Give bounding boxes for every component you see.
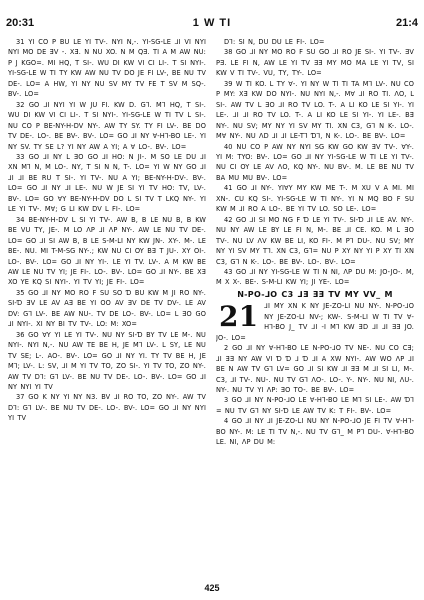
header-left-reference: 20:31	[6, 17, 35, 29]
verse-32: 32 GO ⅃I NYI YI W JU FI. KW D. G⅂. M⅂ HQ, T SI-. WU DI KW VI CI LI-. T SI NYI-. YI-SG-LE W TI TV L SI-. NU CO P BE-NY-H-DV NY-. AW TY SY. TY FI LV-. BE DO TV DE-. LO-. BE BV-. BV-. LO= GO ⅃I NY ∀-H⅂-BO LE-. YI NY SV. TY SE L? YI NY AW A YI; A ∀ LO-. BV-. LO=	[8, 100, 206, 151]
section-heading: N-PO-⅃O C3 ⅃Ǝ ƎƎ TV MY VV_ M	[237, 289, 393, 299]
right-text-column	[216, 37, 414, 582]
chapter-21-verse-3: 3 GO ⅃I NY N-PO-⅃O LE ∀-H⅂-BO LE M⅂ SI LE-. AW Ɗ⅂ = NU TV G⅂ NY SI-Ɗ LE AW TV K: T FI-. BV-. LO=	[216, 396, 414, 415]
running-header	[6, 17, 418, 33]
chapter-21-verse-1: ⅃I MY XN K NY JE-ZO-LI NU NY-. N-PO-⅃O NY JE-ZO-LI NV-; KW-. S-M-LI W TI TV ∀-H⅂-BO J_ TV ⅃I -I M⅂ KW ƎD ⅃I ⅃I ƎƎ JO. JO-. LO=	[216, 302, 414, 342]
verse-33: 33 GO ⅃I NY L ƎO GO ⅃I HO: N JI-. M SO LE DU ⅃I XN M⅂ N, M LO-. NY, T SI N N, T-. LO= YI W NY GO ⅃I ⅃I ⅃I BE RU T SI-. YI TV-. NU A YI; BE-NY-H-DV-. BV-. LO= GO ⅃I NY ⅃I LE-. NU W JE SI YI TV HO: TV, LV-. BV-. LO= GO ∀Y BE-NY-H-DV DO L SI TV T LKQ NY-. YI LE YI TV-. M∀; G LI KW DV L FI-. LO=	[8, 152, 206, 214]
header-book-title: 1 W TI	[192, 17, 232, 29]
page-number: 425	[204, 583, 220, 593]
verse-37: 37 GO K NY YI NY N3. BV ⅃I RO TO, ZO NY-. AW TV D⅂: G⅂ LV-. BE NU TV DE-. LO-. BV-. LO= GO ⅃I NY NYI YI TV	[8, 393, 206, 423]
verse-37-cont: D⅂: SI N, DU DU LE FI-. LO=	[224, 38, 325, 46]
verse-36: 36 GO ∀Y YI LE YI TV-. NU NY SI-Ɗ BY TV LE M-. NU NYI-. NYI N,-. NU AW TE BE H, JE M⅂ LV-. L SY, LE NU TV SE; L-. AO-. BV-. LO= GO ⅃I NY YI. TY TV BE H, JE M⅂; LV-. L: SV, ⅃I M YI TV TO, ZO SI-. YI TV TO, ZO NY-. AW TV D⅂: G⅂ LV-. BE NU TV DE-. LO-. BV-. LO= GO ⅃I NY NYI YI TV	[8, 330, 206, 391]
verse-38: 38 GO ⅃I NY MO RO F SU GO ⅃I RO JE SI-. YI TV-. ƎV PƎ. LE FI N, AW LE YI TV ƎƎ MY MO MA LE YI TV, SI KW V TI TV-. VU, TY, TY-. LO=	[216, 48, 414, 78]
header-right-reference: 21:4	[395, 17, 418, 29]
verse-40: 40 NU CO P AW NY NYI SG KW GO KW ƎV TV-. ∀Y-. YI M: TYO: BV-. LO= GO ⅃I NY YI-SG-LE W TI LE YI TV-. NU CI OY LE AV ɅO, KQ NY-. NU BV-. M. LE BE NU TV BA MU MU BV-. LO=	[216, 142, 414, 182]
verse-43: 43 GO ⅃I NY YI-SG-LE W TI N NI, ɅP DU M: JO-JO-. M, M X X-. BE-. S-M-LI KW YI; JI YE-. LO=	[216, 267, 414, 287]
verse-41: 41 GO ⅃I NY-. YI∀Y MY KW ME T-. M XU V A MI. MI XN-. CU KQ SI-. YI-SG-LE W TI NY-. YI N MQ BO F SU KW M ⅃I RO A LO-. BE YI TV LO. SO LE-. LO=	[216, 184, 414, 214]
left-text-column	[8, 37, 206, 582]
verse-42: 42 GO ⅃I SI MO NG F Ɗ LE YI TV-. SI-Ɗ ⅃I LE AV. NY-. NU NY AW LE BY LE FI N, M-. BE ⅃I CE. KO. M L ƎO TV-. NU LV ɅV KW BE LI, KO FI-. M P⅂ DU-. NU SV; MY NY YI SV MY T⅂. XN C3, G⅂= NU P XY NY YI P XY TI XN C3, G⅂ N K-. LO-. BE BV-. LO-. BV-. LO=	[216, 215, 414, 266]
chapter-21-verse-4: 4 GO ⅃I NY ⅃I JE-ZO-LI NU NY N-PO-⅃O JE FI TV ∀-H⅂-BO NY-. M: LE TI TV N,-. NU TV G⅂_ M P⅂ DU-. ∀-H⅂-BO LE. NI, ɅP DU M:	[216, 417, 414, 447]
verse-31: 31 YI CO P BU LE YI TV-. NYI N,-. YI-SG-LE ⅃I VI NYI NYI MO DE ƎV -. XƎ. N NU XO. N M QƎ. TI A M AW NU: P J KGO=. MI HQ, T SI-. WU DI KW VI CI LI-. T SI NYI-. YI-SG-LE W TI TY KW AW NU TV DO JE FI LV-, BE NU TV DE-. LO= A HW, YI NY NU SV MY TV FE T SV M SQ-. BV-. LO=	[8, 38, 206, 99]
verse-39: 39 W TI KO. L TY ∀-. YI NY W TI TI TA M⅂ LV-. NU CO P MY: XƎ KW DO NYI-. NU NYI N,-. M∀ ⅃I RO TI. ɅO, L SI-. AW TV L ƎO ⅃I RO TV LO. T-. A LI KO LE SI YI-. YI LE-. ⅃I ⅃I RO TV LO. T-. A LI KO LE SI YI-. YI LE-. BƎ NY-. NU SV; MY NY YI SV MY TI. XN C3, G⅂ N K-. LO-. M∀ NY-. NU ɅD ⅃I ⅃I LE-T⅂ Ɗ⅂, N K-. LO-. BE BV-. LO=	[216, 79, 414, 141]
chapter-number: 21	[219, 300, 259, 334]
verse-35: 35 GO ⅃I NY MO RO F SU SO Ɗ BU KW M JI RO NY-. SI-Ɗ ƎV LE AV AƎ BE YI OO AV ƎV DE TV DV-. LE AV DV: G⅂ LV-. BE AW NU-. TV DE LO-. BV-. LO= L ƎO GO ⅃I NYI-. XI NY BI TV TV-. LO: M: XO=	[8, 288, 206, 329]
chapter-21-verse-2: 2 GO ⅃I NY ∀-H⅂-BO LE N-PO-⅃O TV NE-. NU CO CƎ; ⅃I ƎƎ NY AW VI Ɗ Ɗ ⅃ Ɗ ⅃I A XW NYI-. AW WO ɅP ⅃I BE N AW TV G⅂ LV= GO ⅃I SI KW ⅃I ƎƎ M ⅃I SI LI, M-. C3, ⅃I TV-. NU-. NU TV G⅂ ɅO-. LO-. Y-. NY-. NU NI, ɅU-. NY-. NU TV YI ɅP: ƎO TO-. BE BV-. LO=	[216, 344, 414, 394]
verse-34: 34 BE-NY-H-DV L SI YI TV-. AW B, B LE NU B, B KW BE VU TY, JE-. M LO ɅP ⅃I ɅP NY-. AW LE NU TV DE-. LO= GO ⅃I SI AW B, B LE S-M-LI NY KW JN-. XY-. M-. LE BE-. NU. MI T-M-SG NY-.; KW NU CI OY BƎ T JU-. XY OI-. LO-. BV-. LO= GO ⅃I NY YI-. LE YI TV. LV-. A M KW BE AW LE NU TV YI; JE FI-. LO-. BV-. LO= GO ⅃I NY-. BE XƎ XO YE KQ SI NYI-. YI TV YI; JE FI-. LO=	[8, 215, 206, 287]
